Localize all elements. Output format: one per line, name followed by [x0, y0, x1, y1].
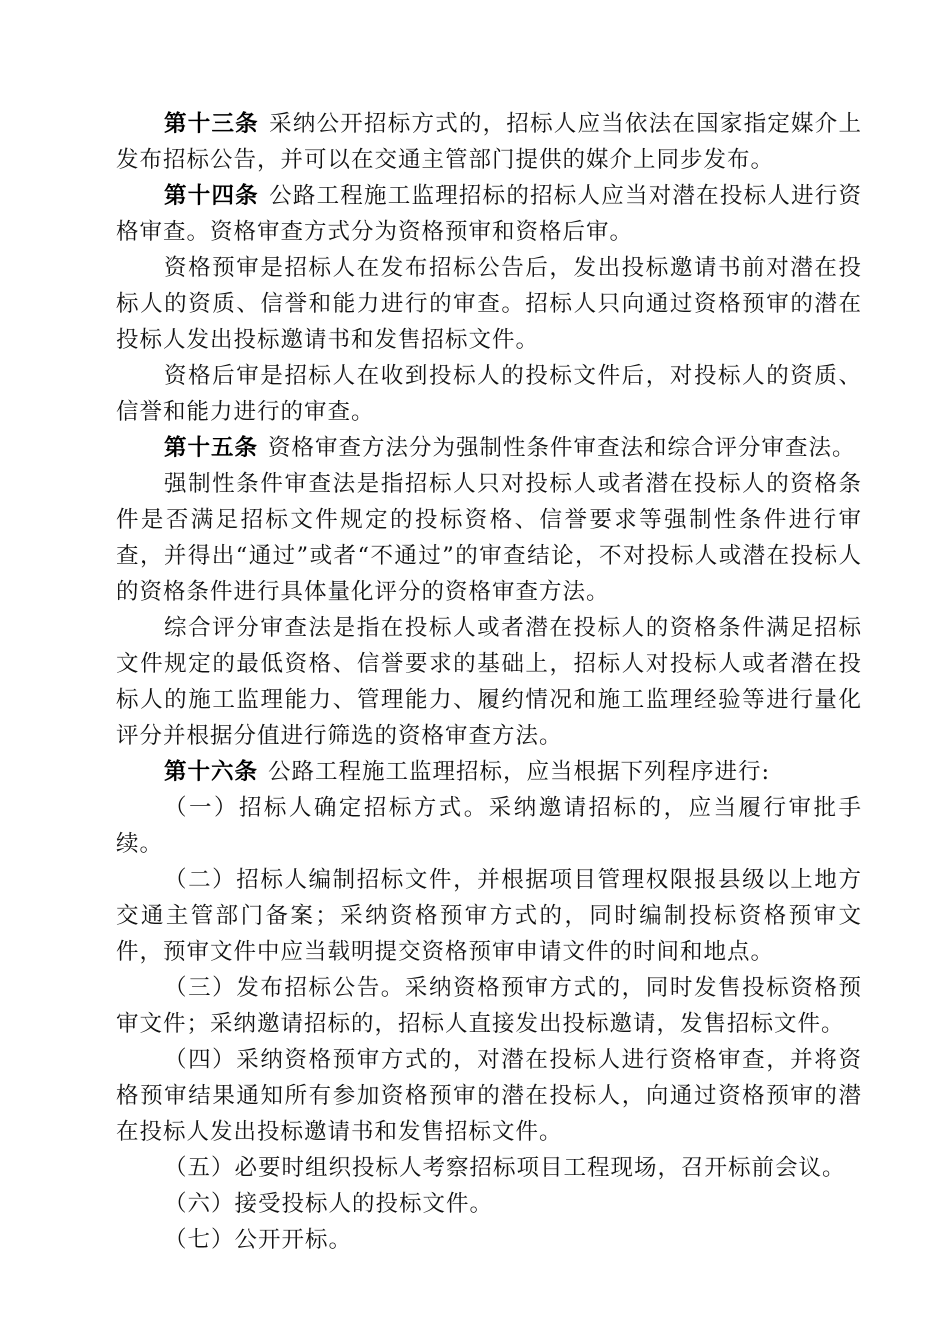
list-item — [116, 1186, 862, 1222]
paragraph-article-13 — [116, 106, 862, 178]
paragraph-text: 公路工程施工监理招标，应当根据下列程序进行: — [268, 759, 771, 785]
article-heading: 第十六条 — [164, 759, 259, 785]
paragraph-text: 资格后审是招标人在收到投标人的投标文件后，对投标人的资质、信誉和能力进行的审查。 — [116, 363, 862, 425]
paragraph-text: （四）采纳资格预审方式的，对潜在投标人进行资格审查，并将资格预审结果通知所有参加资格预审的潜在投标人，向通过资格预审的潜在投标人发出投标邀请书和发售招标文件。 — [116, 1047, 862, 1145]
paragraph-article-16 — [116, 754, 862, 790]
paragraph-text: （五）必要时组织投标人考察招标项目工程现场，召开标前会议。 — [164, 1155, 846, 1181]
paragraph-text: （三）发布招标公告。采纳资格预审方式的，同时发售投标资格预审文件；采纳邀请招标的，招标人直接发出投标邀请，发售招标文件。 — [116, 975, 862, 1037]
paragraph-text: 综合评分审查法是指在投标人或者潜在投标人的资格条件满足招标文件规定的最低资格、信誉要求的基础上，招标人对投标人或者潜在投标人的施工监理能力、管理能力、履约情况和施工监理经验等进行量化评分并根据分值进行筛选的资格审查方法。 — [116, 615, 862, 749]
paragraph-text: （一）招标人确定招标方式。采纳邀请招标的，应当履行审批手续。 — [116, 795, 862, 857]
list-item — [116, 1150, 862, 1186]
document-body — [116, 106, 862, 1258]
list-item — [116, 1042, 862, 1150]
paragraph-text: （七）公开开标。 — [164, 1227, 353, 1253]
paragraph — [116, 358, 862, 430]
paragraph-text: 资格审查方法分为强制性条件审查法和综合评分审查法。 — [268, 435, 856, 461]
paragraph-text: （二）招标人编制招标文件，并根据项目管理权限报县级以上地方交通主管部门备案；采纳资格预审方式的，同时编制投标资格预审文件，预审文件中应当载明提交资格预审申请文件的时间和地点。 — [116, 867, 862, 965]
paragraph-article-15 — [116, 430, 862, 466]
list-item — [116, 1222, 862, 1258]
paragraph-text: （六）接受投标人的投标文件。 — [164, 1191, 494, 1217]
list-item — [116, 970, 862, 1042]
article-heading: 第十三条 — [164, 111, 259, 137]
list-item — [116, 790, 862, 862]
list-item — [116, 862, 862, 970]
paragraph — [116, 466, 862, 610]
paragraph-article-14 — [116, 178, 862, 250]
article-heading: 第十四条 — [164, 183, 259, 209]
paragraph-text: 采纳公开招标方式的，招标人应当依法在国家指定媒介上发布招标公告，并可以在交通主管部门提供的媒介上同步发布。 — [116, 111, 862, 173]
paragraph — [116, 610, 862, 754]
article-heading: 第十五条 — [164, 435, 259, 461]
paragraph-text: 资格预审是招标人在发布招标公告后，发出投标邀请书前对潜在投标人的资质、信誉和能力进行的审查。招标人只向通过资格预审的潜在投标人发出投标邀请书和发售招标文件。 — [116, 255, 862, 353]
paragraph — [116, 250, 862, 358]
paragraph-text: 公路工程施工监理招标的招标人应当对潜在投标人进行资格审查。资格审查方式分为资格预审和资格后审。 — [116, 183, 862, 245]
paragraph-text: 强制性条件审查法是指招标人只对投标人或者潜在投标人的资格条件是否满足招标文件规定的投标资格、信誉要求等强制性条件进行审查，并得出“通过”或者“不通过”的审查结论，不对投标人或潜在投标人的资格条件进行具体量化评分的资格审查方法。 — [116, 471, 862, 605]
